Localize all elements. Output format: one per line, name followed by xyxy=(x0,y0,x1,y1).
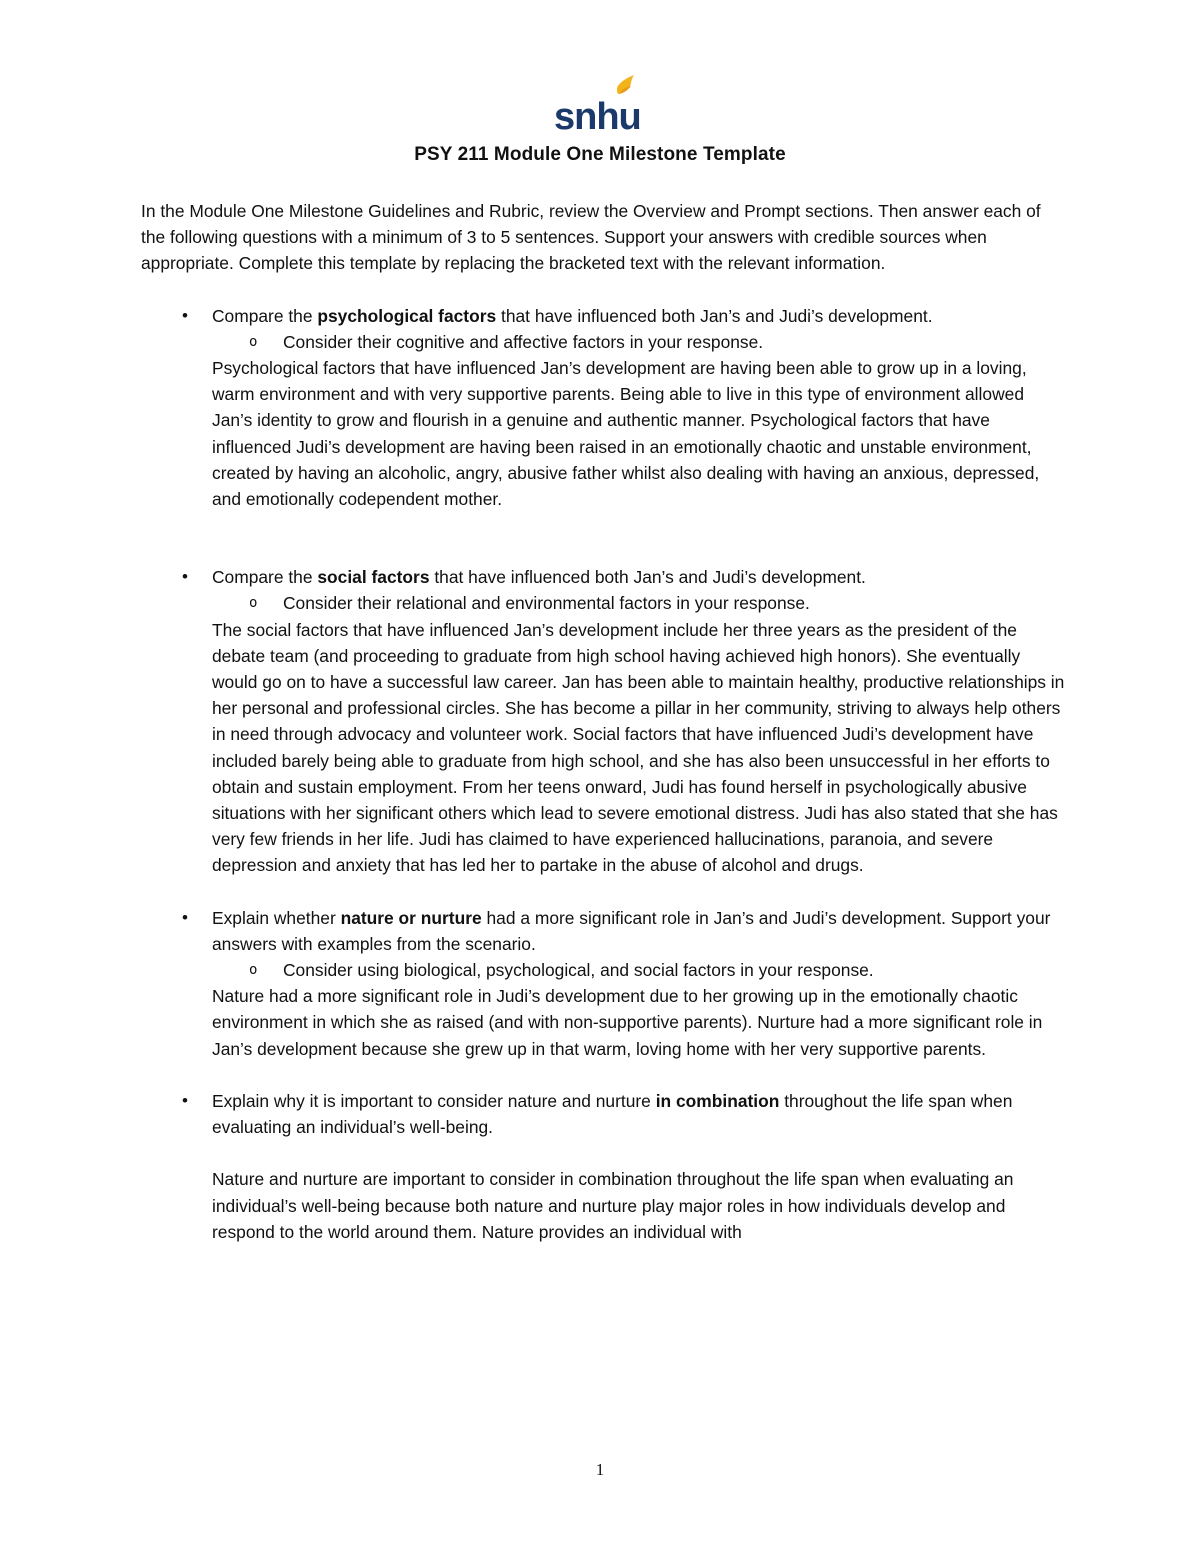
spacer xyxy=(141,1062,1066,1088)
question-3-text-after: had a more significant role in Jan’s and Judi’s development. Support your answers with examples from the scenario. xyxy=(212,907,1051,954)
page-title: PSY 211 Module One Milestone Template xyxy=(414,144,786,165)
document-body xyxy=(141,198,1066,1245)
spacer xyxy=(141,879,1066,905)
question-3 xyxy=(141,905,1066,1062)
question-4-prompt xyxy=(141,1088,1066,1140)
question-1-text-bold: psychological factors xyxy=(317,305,497,326)
question-2-sub-prompt xyxy=(141,590,1066,616)
bullet-marker: • xyxy=(182,567,188,587)
question-1-sub-prompt xyxy=(141,329,1066,355)
question-2-text-after: that have influenced both Jan’s and Judi’s development. xyxy=(429,567,866,588)
question-3-text-bold: nature or nurture xyxy=(340,907,482,928)
question-4 xyxy=(141,1088,1066,1245)
question-4-answer: Nature and nurture are important to consider in combination throughout the life span when evaluating an individual’s well-being because both nature and nurture play major roles in how individuals develop and respond to the world around them. Nature provides an individual with xyxy=(212,1169,1014,1242)
bullet-marker: • xyxy=(182,1090,188,1110)
question-4-text-before: Explain why it is important to consider nature and nurture xyxy=(212,1090,656,1111)
sub-bullet-marker: o xyxy=(249,595,258,612)
bullet-marker: • xyxy=(182,305,188,325)
question-2-text-bold: social factors xyxy=(317,567,430,588)
question-3-sub-prompt xyxy=(141,957,1066,983)
question-2-text-before: Compare the xyxy=(212,567,318,588)
question-3-answer: Nature had a more significant role in Judi’s development due to her growing up in the emotionally chaotic environment in which she as raised (and with non-supportive parents). Nurture had a more significant role in Jan’s development because she grew up in that warm, loving home with her very supportive parents. xyxy=(212,986,1043,1059)
page-number: 1 xyxy=(595,1460,605,1479)
question-1-prompt xyxy=(141,303,1066,329)
question-1-sub-text: Consider their cognitive and affective factors in your response. xyxy=(283,331,764,352)
question-3-prompt xyxy=(141,905,1066,957)
question-2-answer: The social factors that have influenced Jan’s development include her three years as the president of the debate team (and proceeding to graduate from high school having achieved high honors). She eventually would go on to have a successful law career. Jan has been able to maintain healthy, productive relationships in her personal and professional circles. She has become a pillar in her community, striving to always help others in need through advocacy and volunteer work. Social factors that have influenced Judi’s development have included barely being able to graduate from high school, and she has also been unsuccessful in her efforts to obtain and sustain employment. From her teens onward, Judi has found herself in psychologically abusive situations with her significant others which lead to severe emotional distress. Judi has also stated that she has very few friends in her life. Judi has claimed to have experienced hallucinations, paranoia, and severe depression and anxiety that has led her to partake in the abuse of alcohol and drugs. xyxy=(212,619,1065,876)
question-2-sub-text: Consider their relational and environmental factors in your response. xyxy=(283,593,810,614)
question-1-text-before: Compare the xyxy=(212,305,318,326)
spacer xyxy=(141,512,1066,564)
sub-bullet-marker: o xyxy=(249,962,258,979)
bullet-marker: • xyxy=(182,907,188,927)
question-3-sub-text: Consider using biological, psychological, and social factors in your response. xyxy=(283,960,874,981)
question-3-text-before: Explain whether xyxy=(212,907,341,928)
sub-bullet-marker: o xyxy=(249,333,258,350)
question-1 xyxy=(141,303,1066,513)
question-1-text-after: that have influenced both Jan’s and Judi’s development. xyxy=(496,305,933,326)
question-2 xyxy=(141,564,1066,878)
question-4-text-bold: in combination xyxy=(655,1090,780,1111)
svg-text:snhu: snhu xyxy=(554,96,641,134)
question-4-text-after: throughout the life span when evaluating an individual’s well-being. xyxy=(212,1090,1013,1138)
snhu-logo xyxy=(552,72,642,134)
question-1-answer: Psychological factors that have influenced Jan’s development are having been able to grow up in a loving, warm environment and with very supportive parents. Being able to live in this type of environment allowed Jan’s identity to grow and flourish in a genuine and authentic manner. Psychological factors that have influenced Judi’s development are having been raised in an emotionally chaotic and unstable environment, created by having an alcoholic, angry, abusive father whilst also dealing with having an anxious, depressed, and emotionally codependent mother. xyxy=(212,358,1040,510)
intro-paragraph: In the Module One Milestone Guidelines and Rubric, review the Overview and Prompt sections. Then answer each of the following questions with a minimum of 3 to 5 sentences. Support your answers with credible sources when appropriate. Complete this template by replacing the bracketed text with the relevant information. xyxy=(141,201,1041,274)
question-2-prompt xyxy=(141,564,1066,590)
spacer xyxy=(141,1140,1066,1166)
snhu-logo-graphic xyxy=(552,72,642,134)
